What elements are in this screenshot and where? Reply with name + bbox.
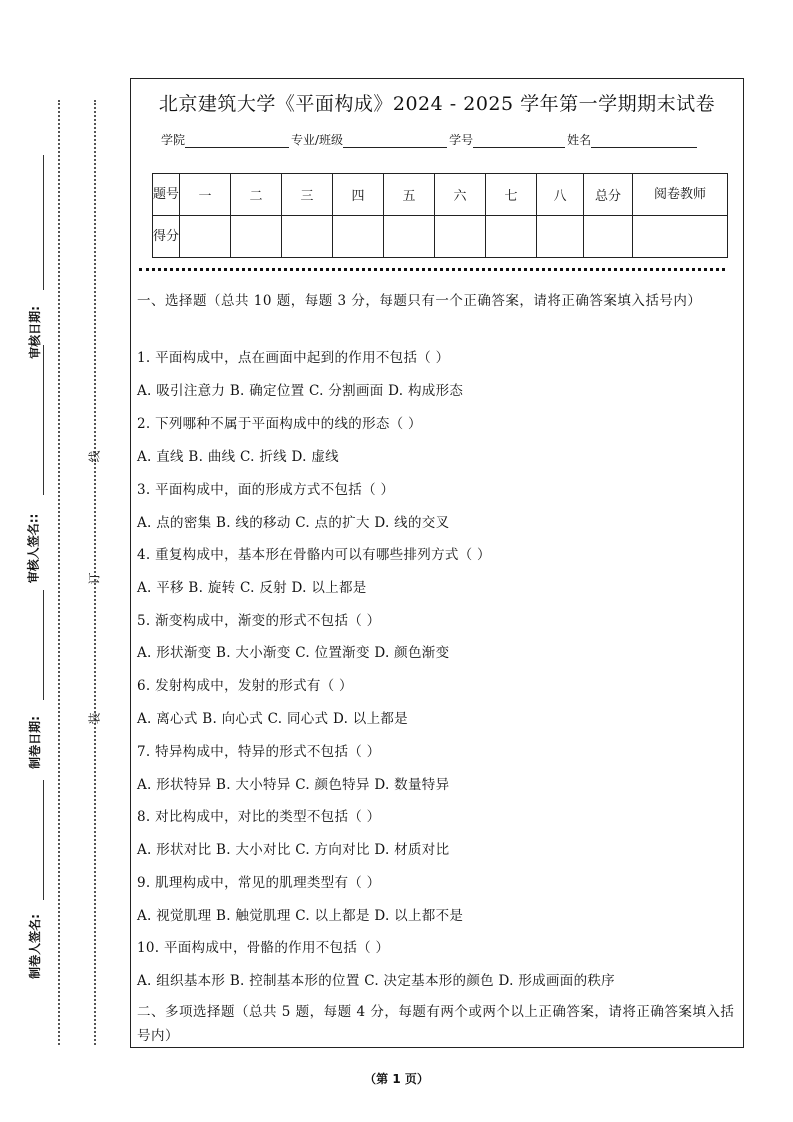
- section2-heading: 二、多项选择题（总共 5 题，每题 4 分，每题有两个或两个以上正确答案，请将正确答案填入括号内）: [137, 1004, 735, 1044]
- score-col-2: 二: [231, 174, 282, 216]
- question-4-options: A. 平移 B. 旋转 C. 反射 D. 以上都是: [137, 580, 367, 596]
- author-sign-label: 制卷人签名:: [27, 914, 42, 979]
- score-col-5: 五: [384, 174, 435, 216]
- question-2-options: A. 直线 B. 曲线 C. 折线 D. 虚线: [137, 449, 339, 465]
- student-id-field[interactable]: [473, 133, 565, 148]
- score-cell[interactable]: [486, 216, 537, 258]
- question-10: 10. 平面构成中，骨骼的作用不包括（ ）: [137, 940, 390, 956]
- score-col-8: 八: [537, 174, 584, 216]
- question-3: 3. 平面构成中，面的形成方式不包括（ ）: [137, 482, 395, 498]
- score-table-row2-label: 得分: [153, 216, 180, 258]
- student-id-label: 学号: [449, 133, 474, 147]
- score-cell[interactable]: [435, 216, 486, 258]
- score-cell[interactable]: [282, 216, 333, 258]
- question-2: 2. 下列哪种不属于平面构成中的线的形态（ ）: [137, 416, 422, 432]
- score-col-total: 总分: [584, 174, 633, 216]
- question-8-options: A. 形状对比 B. 大小对比 C. 方向对比 D. 材质对比: [137, 842, 450, 858]
- section1-heading: 一、选择题（总共 10 题，每题 3 分，每题只有一个正确答案，请将正确答案填入括号内）: [137, 293, 702, 309]
- question-7-options: A. 形状特异 B. 大小特异 C. 颜色特异 D. 数量特异: [137, 777, 450, 793]
- reviewer-date-label: 审核日期:: [27, 306, 42, 359]
- score-col-6: 六: [435, 174, 486, 216]
- score-cell[interactable]: [333, 216, 384, 258]
- college-field[interactable]: [185, 133, 289, 148]
- score-col-3: 三: [282, 174, 333, 216]
- author-date-label: 制卷日期:: [27, 716, 42, 769]
- question-6-options: A. 离心式 B. 向心式 C. 同心式 D. 以上都是: [137, 711, 408, 727]
- reviewer-date-line: [43, 155, 44, 290]
- score-cell[interactable]: [231, 216, 282, 258]
- score-table-row1-label: 题号: [153, 174, 180, 216]
- name-label: 姓名: [567, 133, 592, 147]
- major-label: 专业/班级: [291, 133, 344, 147]
- question-5-options: A. 形状渐变 B. 大小渐变 C. 位置渐变 D. 颜色渐变: [137, 645, 450, 661]
- exam-title: 北京建筑大学《平面构成》2024 - 2025 学年第一学期期末试卷: [158, 93, 716, 115]
- name-field[interactable]: [591, 133, 697, 148]
- score-cell[interactable]: [633, 216, 728, 258]
- author-date-line: [43, 590, 44, 700]
- cut-line-char-zhuang: 装: [87, 712, 102, 725]
- dotted-separator: [139, 268, 725, 271]
- margin-dotted-line-outer: [58, 100, 60, 1045]
- score-cell[interactable]: [180, 216, 231, 258]
- question-4: 4. 重复构成中，基本形在骨骼内可以有哪些排列方式（ ）: [137, 547, 491, 563]
- question-9-options: A. 视觉肌理 B. 触觉肌理 C. 以上都是 D. 以上都不是: [137, 908, 464, 924]
- student-info-row: [161, 131, 699, 148]
- score-table: [152, 173, 728, 258]
- major-field[interactable]: [343, 133, 447, 148]
- question-7: 7. 特异构成中，特异的形式不包括（ ）: [137, 744, 381, 760]
- question-8: 8. 对比构成中，对比的类型不包括（ ）: [137, 809, 381, 825]
- question-10-options: A. 组织基本形 B. 控制基本形的位置 C. 决定基本形的颜色 D. 形成画面的秩序: [137, 973, 615, 989]
- page-number: （第 1 页）: [364, 1072, 429, 1086]
- question-5: 5. 渐变构成中，渐变的形式不包括（ ）: [137, 613, 381, 629]
- score-cell[interactable]: [584, 216, 633, 258]
- score-col-4: 四: [333, 174, 384, 216]
- question-6: 6. 发射构成中，发射的形式有（ ）: [137, 678, 353, 694]
- question-1-options: A. 吸引注意力 B. 确定位置 C. 分割画面 D. 构成形态: [137, 383, 464, 399]
- cut-line-char-xian: 线: [87, 450, 102, 463]
- score-col-grader: 阅卷教师: [633, 174, 728, 216]
- college-label: 学院: [161, 133, 186, 147]
- reviewer-sign-label: 审核人签名::: [26, 513, 41, 584]
- cut-line-char-ding: 订: [87, 572, 102, 585]
- score-col-7: 七: [486, 174, 537, 216]
- question-9: 9. 肌理构成中，常见的肌理类型有（ ）: [137, 875, 381, 891]
- question-1: 1. 平面构成中，点在画面中起到的作用不包括（ ）: [137, 350, 450, 366]
- exam-page-frame: [130, 78, 744, 1048]
- question-3-options: A. 点的密集 B. 线的移动 C. 点的扩大 D. 线的交叉: [137, 515, 450, 531]
- score-cell[interactable]: [384, 216, 435, 258]
- score-cell[interactable]: [537, 216, 584, 258]
- score-col-1: 一: [180, 174, 231, 216]
- author-sign-line: [43, 780, 44, 900]
- reviewer-sign-line: [43, 345, 44, 495]
